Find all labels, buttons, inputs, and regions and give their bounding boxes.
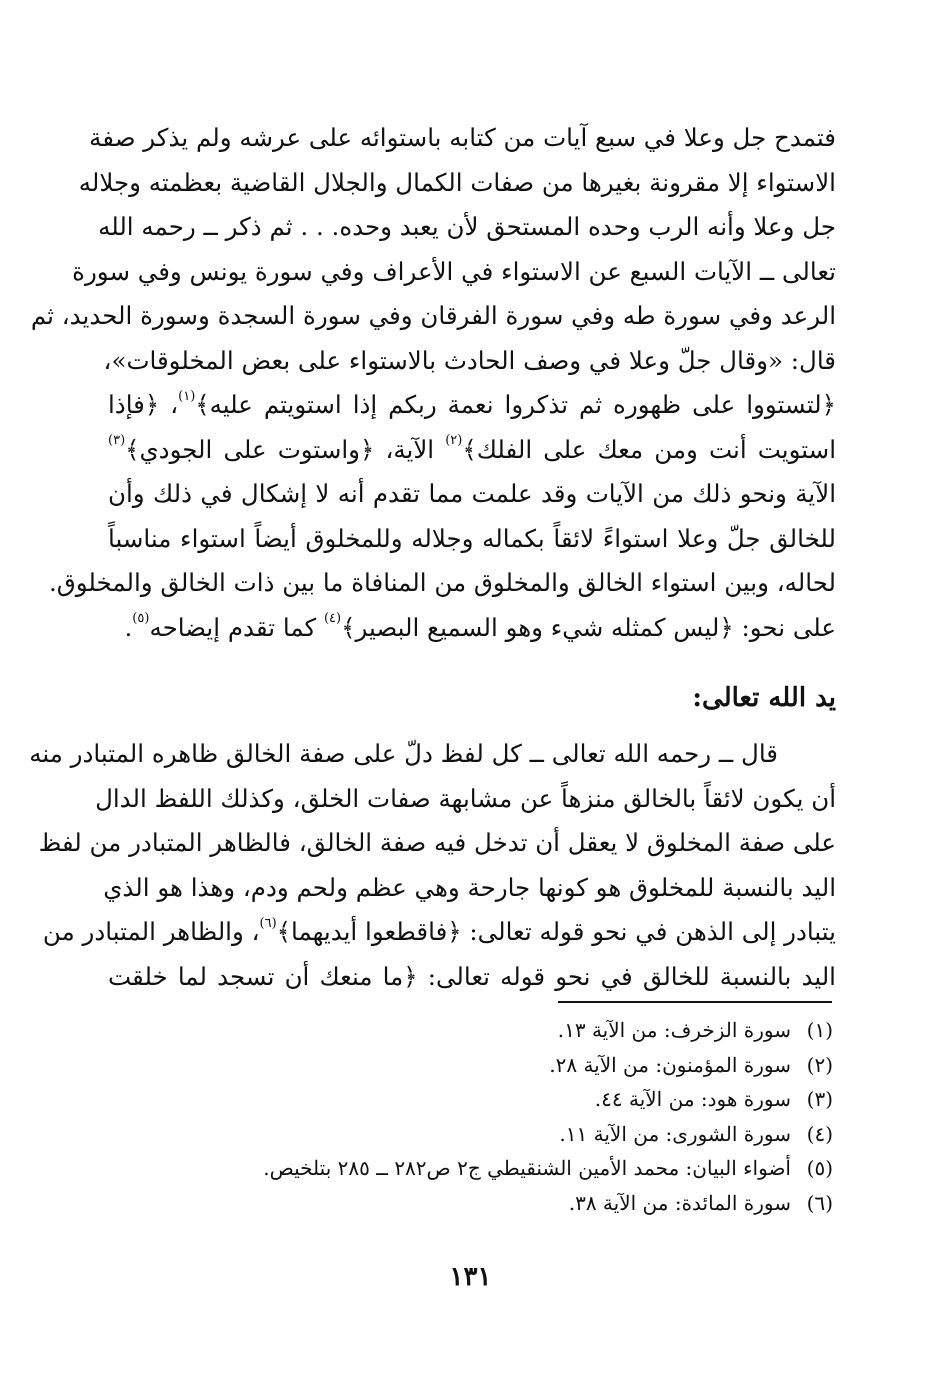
text-fragment: كما تقدم إيضاحه (149, 612, 324, 642)
footnote (133, 1013, 833, 1048)
footnote-number: (٢) (806, 1052, 833, 1077)
text-fragment: الآية، ﴿واستوت على الجودي﴾ (125, 434, 446, 464)
text-line: قال: «وقال جلّ وعلا في وصف الحادث بالاستواء على بعض المخلوقات»، (103, 345, 836, 375)
footnote (133, 1082, 833, 1117)
footnote-divider (558, 1001, 832, 1003)
footnote-number: (٦) (806, 1190, 833, 1215)
quran-quote: على نحو: ﴿ليس كمثله شيء وهو السميع البصير﴾ (341, 612, 836, 642)
footnote-ref: (٢) (445, 433, 463, 449)
footnote (133, 1151, 833, 1186)
text-line: الرعد وفي سورة طه وفي سورة الفرقان وفي سورة السجدة وسورة الحديد، ثم (30, 301, 836, 330)
footnote-ref: (١) (178, 388, 196, 404)
quran-quote: استويت أنت ومن معك على الفلك﴾ (462, 434, 836, 464)
text-line: قال ــ رحمه الله تعالى ــ كل لفظ دلّ على صفة الخالق ظاهره المتبادر منه (29, 739, 778, 768)
text-fragment: ، ﴿فإذا (108, 390, 179, 419)
text-line (108, 428, 836, 473)
text-line: جل وعلا وأنه الرب وحده المستحق لأن يعبد وحده. . . ثم ذكر ــ رحمه الله (98, 212, 836, 241)
text-line (108, 606, 836, 651)
footnote-number: (١) (806, 1018, 833, 1042)
footnote-ref: (٣) (108, 433, 126, 449)
footnotes (133, 1013, 833, 1220)
footnote-text: سورة المائدة: من الآية ٣٨. (568, 1190, 791, 1215)
footnote (133, 1186, 833, 1221)
text-line: الآية ونحو ذلك من الآيات وقد علمت مما تقدم أنه لا إشكال في ذلك وأن (108, 479, 836, 508)
page-number: ١٣١ (449, 1262, 492, 1292)
text-line: الاستواء إلا مقرونة بغيرها من صفات الكمال والجلال القاضية بعظمته وجلاله (78, 167, 836, 197)
text-line: اليد بالنسبة للمخلوق هو كونها جارحة وهي عظم ولحم ودم، وهذا هو الذي (103, 872, 836, 902)
text-fragment: . (124, 612, 133, 642)
quran-quote: يتبادر إلى الذهن في نحو قوله تعالى: ﴿فاقطعوا أيديهما﴾ (276, 917, 836, 946)
text-line: لحاله، وبين استواء الخالق والمخلوق من المنافاة ما بين ذات الخالق والمخلوق. (48, 568, 836, 597)
text-line (108, 383, 836, 428)
footnote-text: سورة الشورى: من الآية ١١. (559, 1121, 791, 1146)
footnote (133, 1117, 833, 1152)
section-heading: يد الله تعالى: (692, 683, 836, 713)
text-fragment: ، والظاهر المتبادر من (42, 917, 260, 946)
text-line: تعالى ــ الآيات السبع عن الاستواء في الأعراف وفي سورة يونس وفي سورة (72, 256, 836, 286)
footnote-ref: (٤) (323, 611, 342, 627)
footnote (133, 1048, 833, 1083)
text-line: أن يكون لائقاً بالخالق منزهاً عن مشابهة صفات الخلق، وكذلك اللفظ الدال (95, 783, 836, 813)
text-line: فتمدح جل وعلا في سبع آيات من كتابه باستوائه على عرشه ولم يذكر صفة (89, 123, 836, 152)
footnote-number: (٥) (806, 1156, 833, 1180)
footnote-text: سورة هود: من الآية ٤٤. (594, 1087, 791, 1111)
text-line: للخالق جلّ وعلا استواءً لائقاً بكماله وجلاله وللمخلوق أيضاً استواء مناسباً (108, 523, 836, 553)
main-text (29, 116, 836, 999)
paragraph-istiwa (30, 116, 836, 650)
footnote-text: سورة الزخرف: من الآية ١٣. (557, 1018, 791, 1042)
footnote-number: (٣) (806, 1087, 833, 1111)
footnote-ref: (٥) (132, 611, 150, 627)
paragraph-yad (29, 732, 836, 999)
text-line: اليد بالنسبة للخالق في نحو قوله تعالى: ﴿ما منعك أن تسجد لما خلقت (108, 961, 836, 991)
footnote-text: أضواء البيان: محمد الأمين الشنقيطي ج٢ ص٢٨٢ ــ ٢٨٥ بتلخيص. (263, 1156, 791, 1180)
quran-quote: ﴿لتستووا على ظهوره ثم تذكروا نعمة ربكم إذا استويتم عليه﴾ (195, 390, 836, 419)
footnote-number: (٤) (806, 1121, 833, 1146)
text-line: على صفة المخلوق لا يعقل أن تدخل فيه صفة الخالق، فالظاهر المتبادر من لفظ (38, 828, 836, 857)
text-line (42, 910, 836, 955)
footnote-text: سورة المؤمنون: من الآية ٢٨. (549, 1052, 791, 1077)
footnote-ref: (٦) (259, 915, 277, 931)
